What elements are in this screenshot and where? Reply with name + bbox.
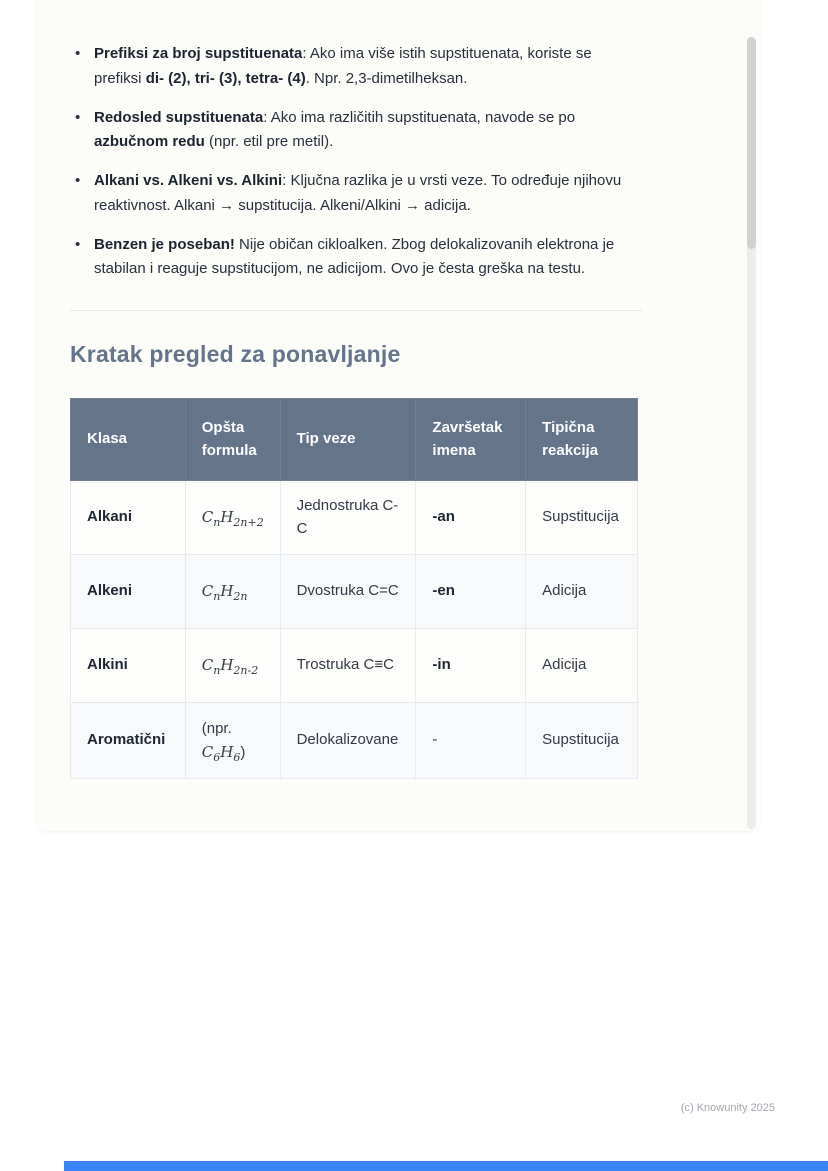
class-cell: Aromatični xyxy=(71,703,186,779)
table-row xyxy=(71,629,638,703)
scrollbar-track[interactable] xyxy=(747,37,756,829)
scrollbar-thumb[interactable] xyxy=(747,37,756,249)
chemical-formula: $C_nH_{2n-2}$ xyxy=(201,655,259,677)
table-header-row xyxy=(71,399,638,481)
bond-type-cell: Delokalizovane xyxy=(280,703,416,779)
note-item: • Benzen je poseban! Nije običan cikloalken. Zbog delokalizovanih elektrona je stabilan i reaguje supstitucijom, ne adicijom. Ovo je česta greška na testu. xyxy=(70,233,642,283)
reaction-cell: Adicija xyxy=(526,555,638,629)
summary-table-wrap xyxy=(70,398,642,779)
name-suffix-cell: - xyxy=(416,703,526,779)
name-suffix-cell: -in xyxy=(416,629,526,703)
formula-cell xyxy=(185,555,280,629)
formula-cell xyxy=(185,481,280,555)
class-cell: Alkeni xyxy=(71,555,186,629)
section-divider xyxy=(70,310,642,311)
bond-type-cell: Trostruka C≡C xyxy=(280,629,416,703)
table-row xyxy=(71,481,638,555)
note-item: • Prefiksi za broj supstituenata: Ako ima više istih supstituenata, koriste se prefiksi di- (2), tri- (3), tetra- (4). Npr. 2,3-dimetilheksan. xyxy=(70,42,642,92)
name-suffix-cell: -en xyxy=(416,555,526,629)
formula-cell xyxy=(185,703,280,779)
chemical-formula: $C_nH_{2n}$ xyxy=(201,581,248,603)
table-row xyxy=(71,555,638,629)
name-suffix-cell: -an xyxy=(416,481,526,555)
reaction-cell: Adicija xyxy=(526,629,638,703)
column-header: Tipična reakcija xyxy=(526,399,638,481)
copyright-text: (c) Knowunity 2025 xyxy=(680,1102,775,1114)
table-body xyxy=(71,481,638,779)
bond-type-cell: Dvostruka C=C xyxy=(280,555,416,629)
note-item: • Redosled supstituenata: Ako ima različitih supstituenata, navode se po azbučnom redu (npr. etil pre metil). xyxy=(70,106,642,156)
column-header: Klasa xyxy=(71,399,186,481)
reaction-cell: Supstitucija xyxy=(526,481,638,555)
class-cell: Alkani xyxy=(71,481,186,555)
class-cell: Alkini xyxy=(71,629,186,703)
chemical-formula: (npr. $C_6H_6$) xyxy=(201,720,246,764)
chemical-formula: $C_nH_{2n+2}$ xyxy=(201,507,264,529)
formula-cell xyxy=(185,629,280,703)
document-page xyxy=(36,0,760,831)
table-row xyxy=(71,703,638,779)
column-header: Opšta formula xyxy=(185,399,280,481)
column-header: Završetak imena xyxy=(416,399,526,481)
note-item: • Alkani vs. Alkeni vs. Alkini: Ključna razlika je u vrsti veze. To određuje njihovu reaktivnost. Alkani → supstitucija. Alkeni/Alkini → adicija. xyxy=(70,169,642,219)
notes-list xyxy=(70,42,642,282)
reaction-cell: Supstitucija xyxy=(526,703,638,779)
bottom-blue-bar xyxy=(64,1161,828,1171)
column-header: Tip veze xyxy=(280,399,416,481)
bond-type-cell: Jednostruka C-C xyxy=(280,481,416,555)
page-content xyxy=(36,0,760,779)
summary-table xyxy=(70,398,638,779)
section-title: Kratak pregled za ponavljanje xyxy=(70,341,401,367)
